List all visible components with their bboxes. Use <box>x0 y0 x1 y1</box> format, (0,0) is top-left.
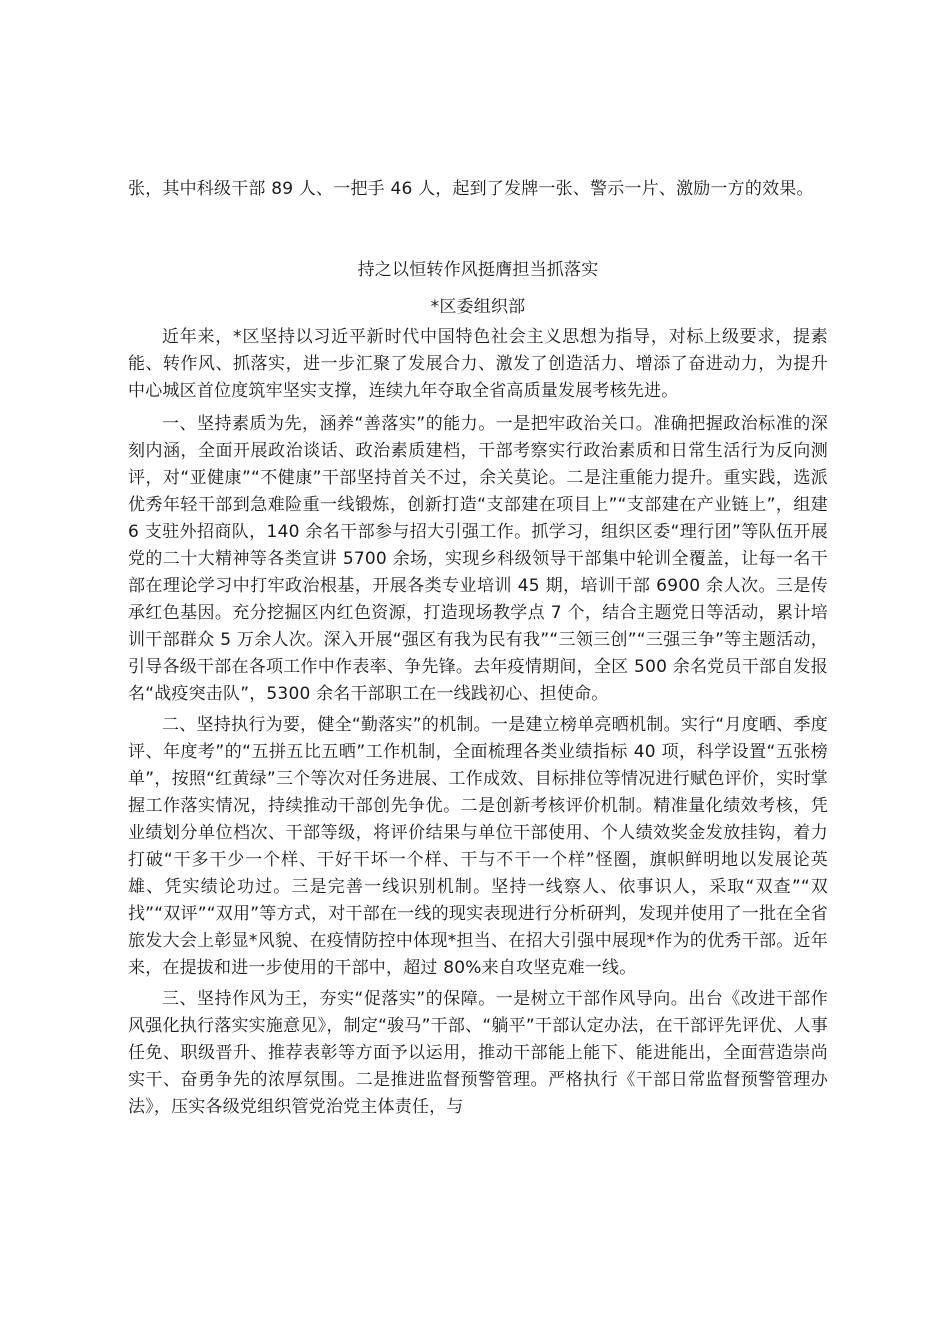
body-paragraph-2: 二、坚持执行为要，健全“勤落实”的机制。一是建立榜单亮晒机制。实行“月度晒、季度评、年度考”的“五拼五比五晒”工作机制，全面梳理各类业绩指标 40 项，科学设置“五张榜单”，按照“红黄绿”三个等次对任务进展、工作成效、目标排位等情况进行赋色评价，实时掌握工作落实情况，持续推动干部创先争优。二是创新考核评价机制。精准量化绩效考核，凭业绩划分单位档次、干部等级，将评价结果与单位干部使用、个人绩效奖金发放挂钩，着力打破“干多干少一个样、干好干坏一个样、干与不干一个样”怪圈，旗帜鲜明地以发展论英雄、凭实绩论功过。三是完善一线识别机制。坚持一线察人、依事识人，采取“双查”“双找”“双评”“双用”等方式，对干部在一线的现实表现进行分析研判，发现并使用了一批在全省旅发大会上彰显*风貌、在疫情防控中体现*担当、在招大引强中展现*作为的优秀干部。近年来，在提拔和进一步使用的干部中，超过 80%来自攻坚克难一线。 <box>128 715 828 978</box>
article-author: *区委组织部 <box>430 297 526 317</box>
document-page <box>128 176 828 1125</box>
body-paragraph-intro: 近年来，*区坚持以习近平新时代中国特色社会主义思想为指导，对标上级要求，提素能、转作风、抓落实，进一步汇聚了发展合力、激发了创造活力、增添了奋进动力，为提升中心城区首位度筑牢坚实支撑，连续九年夺取全省高质量发展考核先进。 <box>128 327 828 401</box>
lead-paragraph: 张，其中科级干部 89 人、一把手 46 人，起到了发牌一张、警示一片、激励一方的效果。 <box>128 179 814 199</box>
article-title: 持之以恒转作风挺膺担当抓落实 <box>357 260 599 280</box>
body-paragraph-3: 三、坚持作风为王，夯实“促落实”的保障。一是树立干部作风导向。出台《改进干部作风强化执行落实实施意见》，制定“骏马”干部、“躺平”干部认定办法，在干部评先评优、人事任免、职级晋升、推荐表彰等方面予以运用，推动干部能上能下、能进能出，全面营造崇尚实干、奋勇争先的浓厚氛围。二是推进监督预警管理。严格执行《干部日常监督预警管理办法》，压实各级党组织管党治党主体责任，与 <box>128 989 828 1117</box>
body-paragraph-1: 一、坚持素质为先，涵养“善落实”的能力。一是把牢政治关口。准确把握政治标准的深刻内涵，全面开展政治谈话、政治素质建档，干部考察实行政治素质和日常生活行为反向测评，对“亚健康”“不健康”干部坚持首关不过，余关莫论。二是注重能力提升。重实践，选派优秀年轻干部到急难险重一线锻炼，创新打造“支部建在项目上”“支部建在产业链上”，组建 6 支驻外招商队，140 余名干部参与招大引强工作。抓学习，组织区委“理行团”等队伍开展党的二十大精神等各类宣讲 5700 余场，实现乡科级领导干部集中轮训全覆盖，让每一名干部在理论学习中打牢政治根基，开展各类专业培训 45 期，培训干部 6900 余人次。三是传承红色基因。充分挖掘区内红色资源，打造现场教学点 7 个，结合主题党日等活动，累计培训干部群众 5 万余人次。深入开展“强区有我为民有我”“三领三创”“三强三争”等主题活动，引导各级干部在各项工作中作表率、争先锋。去年疫情期间，全区 500 余名党员干部自发报名“战疫突击队”，5300 余名干部职工在一线践初心、担使命。 <box>128 414 828 704</box>
